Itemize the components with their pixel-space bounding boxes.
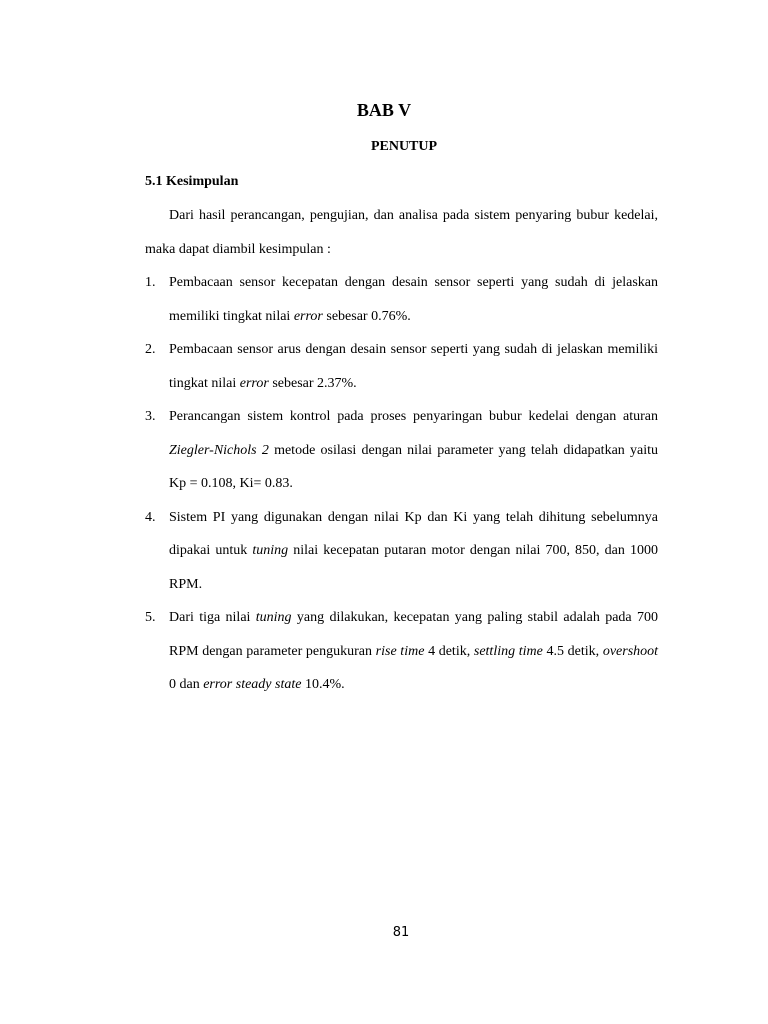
list-item: [145, 501, 658, 602]
item-emphasis: overshoot: [602, 643, 659, 659]
chapter-subtitle: PENUTUP: [370, 139, 438, 154]
item-emphasis: error steady state: [203, 677, 302, 692]
item-text: 0 dan: [169, 677, 204, 692]
item-text: Pembacaan sensor kecepatan dengan desain sensor seperti yang sudah di jelaskan memiliki tingkat nilai: [169, 275, 658, 324]
item-emphasis: tuning: [255, 610, 292, 625]
item-text: Pembacaan sensor arus dengan desain sensor seperti yang sudah di jelaskan memiliki tingkat nilai: [169, 342, 658, 391]
item-text: 4 detik,: [424, 643, 474, 659]
item-emphasis: error: [293, 308, 323, 324]
conclusion-list: [145, 266, 658, 702]
item-text: metode osilasi dengan nilai parameter yang telah didapatkan yaitu Kp = 0.108, Ki= 0.83.: [169, 442, 659, 491]
list-number: 2.: [145, 342, 156, 357]
item-text: yang dilakukan, kecepatan yang paling stabil adalah pada 700 RPM dengan parameter pengukuran: [169, 610, 658, 659]
list-item: [145, 333, 658, 400]
item-text: Sistem PI yang digunakan dengan nilai Kp dan Ki yang telah dihitung sebelumnya dipakai untuk: [169, 509, 658, 558]
list-number: 1.: [145, 275, 156, 290]
item-text: Perancangan sistem kontrol pada proses penyaringan bubur kedelai dengan aturan: [169, 409, 658, 424]
item-text: 4.5 detik,: [542, 643, 603, 659]
item-emphasis: rise time: [375, 643, 425, 659]
item-text: nilai kecepatan putaran motor dengan nilai 700, 850, dan 1000 RPM.: [169, 543, 658, 592]
item-text: sebesar 0.76%.: [322, 308, 411, 324]
item-emphasis: tuning: [252, 543, 289, 558]
item-emphasis: settling time: [473, 643, 543, 659]
item-text: 10.4%.: [301, 677, 345, 692]
list-item: [145, 400, 658, 501]
list-number: 4.: [145, 509, 156, 525]
page-number: 81: [392, 925, 410, 940]
list-number: 3.: [145, 409, 156, 424]
chapter-title: BAB V: [356, 100, 412, 120]
item-emphasis: Ziegler-Nichols 2: [169, 442, 269, 458]
item-text: Dari tiga nilai: [169, 610, 256, 625]
item-emphasis: error: [239, 375, 269, 391]
section-heading: 5.1 Kesimpulan: [145, 174, 239, 189]
list-item: [145, 601, 658, 702]
intro-paragraph: Dari hasil perancangan, pengujian, dan analisa pada sistem penyaring bubur kedelai, maka dapat diambil kesimpulan :: [145, 208, 658, 257]
item-text: sebesar 2.37%.: [268, 375, 357, 391]
list-item: [145, 266, 658, 333]
list-number: 5.: [145, 610, 156, 625]
